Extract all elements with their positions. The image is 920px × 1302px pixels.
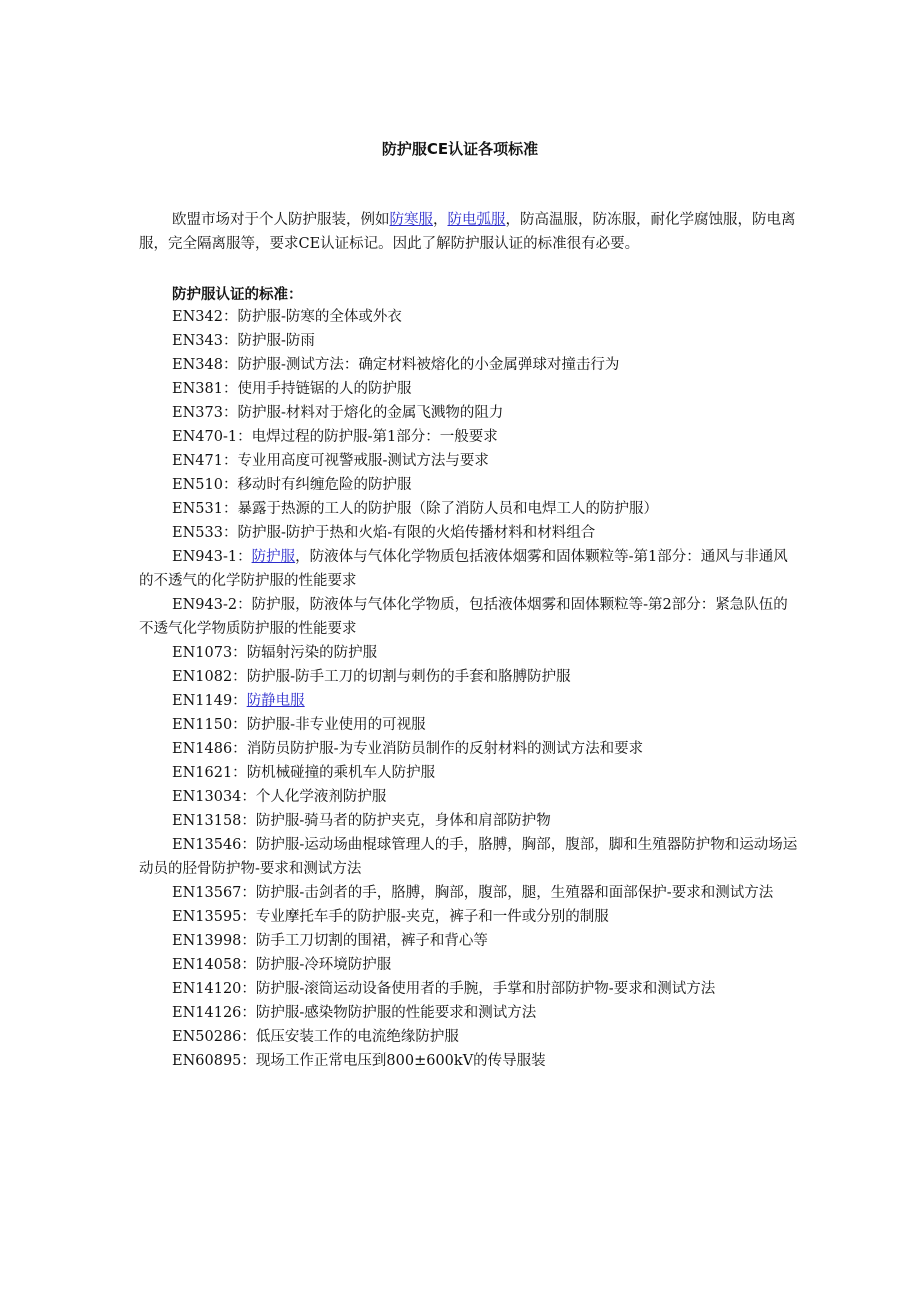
standard-item bbox=[139, 377, 801, 401]
standard-link[interactable]: 防护服 bbox=[251, 549, 296, 565]
standard-description: 移动时有纠缠危险的防护服 bbox=[237, 477, 412, 493]
link-arc-protective-clothing[interactable]: 防电弧服 bbox=[447, 212, 506, 228]
standard-code: EN343： bbox=[172, 333, 238, 349]
standard-item bbox=[139, 929, 801, 953]
standard-item bbox=[139, 329, 801, 353]
standard-item bbox=[139, 881, 801, 905]
standard-code: EN13034： bbox=[172, 789, 256, 805]
standard-item bbox=[139, 761, 801, 785]
standard-description: 防护服-冷环境防护服 bbox=[255, 957, 392, 973]
standard-item bbox=[139, 905, 801, 929]
standard-description: 现场工作正常电压到800±600kV的传导服装 bbox=[255, 1053, 546, 1069]
standard-description: 电焊过程的防护服-第1部分：一般要求 bbox=[251, 429, 498, 445]
standard-code: EN14120： bbox=[172, 981, 256, 997]
standard-code: EN1621： bbox=[172, 765, 247, 781]
standard-item bbox=[139, 1001, 801, 1025]
standard-code: EN13546： bbox=[172, 837, 256, 853]
standard-item bbox=[139, 713, 801, 737]
standard-description: 防护服-击剑者的手，胳膊，胸部，腹部，腿，生殖器和面部保护-要求和测试方法 bbox=[255, 885, 774, 901]
standard-item bbox=[139, 833, 801, 881]
standard-item bbox=[139, 737, 801, 761]
standard-description: ，防液体与气体化学物质包括液体烟雾和固体颗粒等-第1部分：通风与非通风的不透气的化学防护服的性能要求 bbox=[139, 549, 788, 589]
standard-item bbox=[139, 425, 801, 449]
link-cold-protective-clothing[interactable]: 防寒服 bbox=[389, 212, 433, 228]
standard-description: 防护服-防雨 bbox=[237, 333, 315, 349]
intro-paragraph bbox=[139, 208, 801, 256]
standard-item bbox=[139, 665, 801, 689]
standard-item bbox=[139, 545, 801, 593]
standard-code: EN13595： bbox=[172, 909, 256, 925]
standard-code: EN943-1： bbox=[172, 549, 252, 565]
standard-item bbox=[139, 401, 801, 425]
standard-description: 防辐射污染的防护服 bbox=[246, 645, 378, 661]
standard-item bbox=[139, 809, 801, 833]
standard-link[interactable]: 防静电服 bbox=[246, 693, 305, 709]
standard-code: EN348： bbox=[172, 357, 238, 373]
standard-description: 防护服-材料对于熔化的金属飞溅物的阻力 bbox=[237, 405, 504, 421]
standard-description: 防护服-滚筒运动设备使用者的手腕，手掌和肘部防护物-要求和测试方法 bbox=[255, 981, 716, 997]
standard-description: 使用手持链锯的人的防护服 bbox=[237, 381, 412, 397]
standard-item bbox=[139, 1025, 801, 1049]
standard-code: EN1486： bbox=[172, 741, 247, 757]
standard-item bbox=[139, 593, 801, 641]
standard-code: EN13158： bbox=[172, 813, 256, 829]
standard-code: EN1073： bbox=[172, 645, 247, 661]
standard-code: EN1149： bbox=[172, 693, 247, 709]
standard-item bbox=[139, 953, 801, 977]
standard-description: 防护服-感染物防护服的性能要求和测试方法 bbox=[255, 1005, 537, 1021]
standard-code: EN533： bbox=[172, 525, 238, 541]
standard-code: EN14126： bbox=[172, 1005, 256, 1021]
standard-code: EN13998： bbox=[172, 933, 256, 949]
standard-item bbox=[139, 785, 801, 809]
standard-item bbox=[139, 353, 801, 377]
standards-heading: 防护服认证的标准： bbox=[172, 287, 303, 303]
standard-code: EN531： bbox=[172, 501, 238, 517]
standards-list bbox=[139, 305, 801, 1073]
standard-item bbox=[139, 977, 801, 1001]
document-title: 防护服CE认证各项标准 bbox=[381, 140, 539, 158]
standard-description: 防机械碰撞的乘机车人防护服 bbox=[246, 765, 436, 781]
standard-code: EN1082： bbox=[172, 669, 247, 685]
intro-text-start: 欧盟市场对于个人防护服装，例如 bbox=[172, 212, 390, 228]
standard-item bbox=[139, 305, 801, 329]
standard-code: EN943-2： bbox=[172, 597, 252, 613]
standard-description: 防护服-非专业使用的可视服 bbox=[246, 717, 426, 733]
standard-description: 消防员防护服-为专业消防员制作的反射材料的测试方法和要求 bbox=[246, 741, 644, 757]
standard-code: EN14058： bbox=[172, 957, 256, 973]
standard-description: 专业摩托车手的防护服-夹克，裤子和一件或分别的制服 bbox=[255, 909, 609, 925]
standard-description: 专业用高度可视警戒服-测试方法与要求 bbox=[237, 453, 489, 469]
standard-description: 低压安装工作的电流绝缘防护服 bbox=[255, 1029, 459, 1045]
standard-item bbox=[139, 473, 801, 497]
intro-separator: ， bbox=[433, 212, 448, 228]
standard-description: 防护服-防手工刀的切割与刺伤的手套和胳膊防护服 bbox=[246, 669, 571, 685]
standard-code: EN373： bbox=[172, 405, 238, 421]
standard-code: EN342： bbox=[172, 309, 238, 325]
standard-description: 防手工刀切割的围裙，裤子和背心等 bbox=[255, 933, 488, 949]
standard-code: EN1150： bbox=[172, 717, 247, 733]
standard-description: 暴露于热源的工人的防护服（除了消防人员和电焊工人的防护服） bbox=[237, 501, 658, 517]
standard-item bbox=[139, 497, 801, 521]
standard-code: EN50286： bbox=[172, 1029, 256, 1045]
standard-code: EN471： bbox=[172, 453, 238, 469]
intro-text-end: ，防高温服，防冻服，耐化学腐蚀服，防电离服，完全隔离服等，要求CE认证标记。因此了解防护服认证的标准很有必要。 bbox=[139, 212, 796, 252]
standard-description: 个人化学液剂防护服 bbox=[255, 789, 387, 805]
standard-item bbox=[139, 689, 801, 713]
standard-code: EN470-1： bbox=[172, 429, 252, 445]
standard-description: 防护服-防护于热和火焰-有限的火焰传播材料和材料组合 bbox=[237, 525, 596, 541]
standard-description: 防护服-骑马者的防护夹克，身体和肩部防护物 bbox=[255, 813, 551, 829]
standard-item bbox=[139, 1049, 801, 1073]
standard-code: EN381： bbox=[172, 381, 238, 397]
standard-description: 防护服-运动场曲棍球管理人的手，胳膊，胸部，腹部，脚和生殖器防护物和运动场运动员的胫骨防护物-要求和测试方法 bbox=[139, 837, 798, 877]
standard-item bbox=[139, 449, 801, 473]
standard-item bbox=[139, 521, 801, 545]
standard-description: 防护服-测试方法：确定材料被熔化的小金属弹球对撞击行为 bbox=[237, 357, 620, 373]
standard-code: EN60895： bbox=[172, 1053, 256, 1069]
standard-code: EN13567： bbox=[172, 885, 256, 901]
standard-code: EN510： bbox=[172, 477, 238, 493]
standard-item bbox=[139, 641, 801, 665]
standard-description: 防护服，防液体与气体化学物质，包括液体烟雾和固体颗粒等-第2部分：紧急队伍的不透气化学物质防护服的性能要求 bbox=[139, 597, 788, 637]
standard-description: 防护服-防寒的全体或外衣 bbox=[237, 309, 402, 325]
